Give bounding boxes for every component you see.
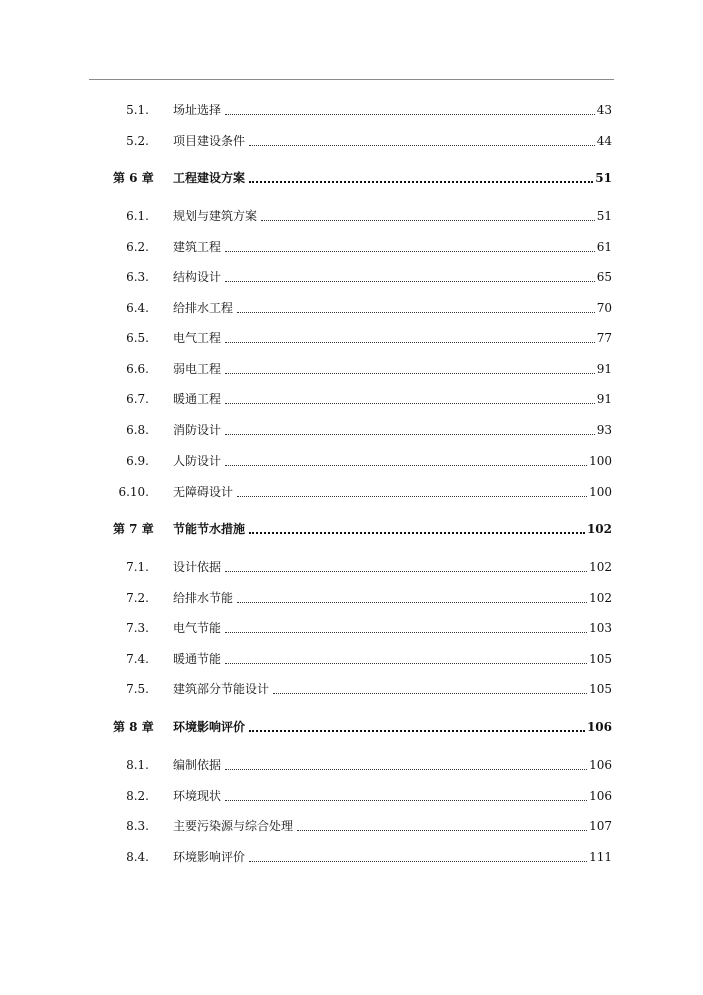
toc-entry[interactable] [0, 588, 703, 608]
toc-entry-number: 7.3. [126, 621, 149, 635]
toc-entry-number: 8.2. [126, 789, 149, 803]
toc-chapter-number: 第 6 章 [113, 171, 154, 185]
toc-dot-leader [225, 663, 587, 664]
toc-chapter-page: 102 [586, 522, 612, 536]
toc-entry-title: 电气节能 [173, 621, 222, 635]
toc-chapter-page: 106 [586, 720, 612, 734]
toc-dot-leader [225, 465, 587, 466]
toc-entry-number: 6.6. [126, 362, 149, 376]
toc-entry[interactable] [0, 755, 703, 775]
toc-entry[interactable] [0, 237, 703, 257]
toc-dot-leader [237, 602, 587, 603]
toc-entry-page: 106 [589, 789, 612, 803]
toc-chapter-entry[interactable] [0, 717, 703, 737]
toc-entry-page: 91 [596, 362, 612, 376]
toc-chapter-title: 环境影响评价 [173, 720, 246, 734]
toc-dot-leader [249, 532, 585, 534]
toc-entry-title: 暖通节能 [173, 652, 222, 666]
toc-entry-number: 6.2. [126, 240, 149, 254]
toc-entry-title: 建筑部分节能设计 [173, 682, 270, 696]
toc-dot-leader [225, 434, 595, 435]
toc-entry[interactable] [0, 847, 703, 867]
toc-entry-title: 规划与建筑方案 [173, 209, 258, 223]
toc-entry-title: 暖通工程 [173, 392, 222, 406]
toc-entry[interactable] [0, 557, 703, 577]
toc-entry-title: 场址选择 [173, 103, 222, 117]
toc-dot-leader [249, 181, 593, 183]
toc-dot-leader [237, 496, 587, 497]
toc-entry-number: 6.1. [126, 209, 149, 223]
toc-entry[interactable] [0, 482, 703, 502]
toc-entry[interactable] [0, 298, 703, 318]
toc-dot-leader [225, 800, 587, 801]
toc-entry-title: 消防设计 [173, 423, 222, 437]
toc-chapter-number: 第 8 章 [113, 720, 154, 734]
toc-dot-leader [273, 693, 587, 694]
toc-entry-page: 100 [589, 485, 612, 499]
toc-entry[interactable] [0, 131, 703, 151]
toc-chapter-number: 第 7 章 [113, 522, 154, 536]
toc-entry-page: 111 [589, 850, 612, 864]
toc-entry-title: 无障碍设计 [173, 485, 234, 499]
toc-entry-number: 6.10. [118, 485, 149, 499]
toc-entry-page: 106 [589, 758, 612, 772]
toc-entry[interactable] [0, 100, 703, 120]
toc-entry[interactable] [0, 451, 703, 471]
toc-entry[interactable] [0, 420, 703, 440]
toc-dot-leader [225, 114, 595, 115]
toc-dot-leader [225, 342, 595, 343]
toc-dot-leader [261, 220, 595, 221]
toc-entry-number: 5.1. [126, 103, 149, 117]
toc-entry-title: 弱电工程 [173, 362, 222, 376]
toc-dot-leader [297, 830, 587, 831]
toc-dot-leader [237, 312, 595, 313]
toc-entry[interactable] [0, 389, 703, 409]
toc-entry-page: 43 [596, 103, 612, 117]
toc-entry-number: 7.5. [126, 682, 149, 696]
toc-entry-page: 44 [596, 134, 612, 148]
toc-entry-page: 100 [589, 454, 612, 468]
toc-dot-leader [225, 281, 595, 282]
toc-entry[interactable] [0, 786, 703, 806]
toc-entry[interactable] [0, 359, 703, 379]
toc-dot-leader [225, 571, 587, 572]
toc-entry[interactable] [0, 679, 703, 699]
toc-dot-leader [249, 730, 585, 732]
toc-entry-number: 6.7. [126, 392, 149, 406]
toc-entry-title: 环境影响评价 [173, 850, 246, 864]
toc-entry-number: 7.1. [126, 560, 149, 574]
toc-chapter-entry[interactable] [0, 519, 703, 539]
toc-entry-title: 环境现状 [173, 789, 222, 803]
toc-entry-page: 105 [589, 682, 612, 696]
toc-entry-title: 给排水节能 [173, 591, 234, 605]
toc-dot-leader [225, 373, 595, 374]
toc-dot-leader [249, 861, 587, 862]
toc-dot-leader [225, 251, 595, 252]
toc-entry-title: 设计依据 [173, 560, 222, 574]
toc-entry-number: 6.5. [126, 331, 149, 345]
toc-entry-number: 6.3. [126, 270, 149, 284]
toc-entry-page: 107 [589, 819, 612, 833]
toc-entry-number: 7.2. [126, 591, 149, 605]
toc-entry-title: 结构设计 [173, 270, 222, 284]
toc-entry-page: 77 [596, 331, 612, 345]
toc-chapter-page: 51 [595, 171, 612, 185]
toc-entry-number: 5.2. [126, 134, 149, 148]
toc-entry-number: 6.4. [126, 301, 149, 315]
toc-entry-number: 8.1. [126, 758, 149, 772]
toc-dot-leader [225, 403, 595, 404]
toc-chapter-title: 工程建设方案 [173, 171, 246, 185]
toc-dot-leader [225, 632, 587, 633]
toc-entry-title: 给排水工程 [173, 301, 234, 315]
toc-entry-page: 91 [596, 392, 612, 406]
toc-entry-page: 51 [596, 209, 612, 223]
toc-entry-number: 8.3. [126, 819, 149, 833]
toc-entry-page: 102 [589, 560, 612, 574]
toc-entry-title: 编制依据 [173, 758, 222, 772]
toc-chapter-title: 节能节水措施 [173, 522, 246, 536]
toc-entry-page: 93 [596, 423, 612, 437]
toc-entry-number: 8.4. [126, 850, 149, 864]
toc-entry[interactable] [0, 649, 703, 669]
toc-entry[interactable] [0, 267, 703, 287]
toc-entry-page: 65 [596, 270, 612, 284]
toc-dot-leader [249, 145, 595, 146]
toc-chapter-entry[interactable] [0, 168, 703, 188]
toc-entry-number: 7.4. [126, 652, 149, 666]
toc-entry-title: 建筑工程 [173, 240, 222, 254]
toc-entry-page: 105 [589, 652, 612, 666]
toc-entry-page: 61 [596, 240, 612, 254]
toc-entry[interactable] [0, 328, 703, 348]
toc-entry-page: 70 [596, 301, 612, 315]
toc-dot-leader [225, 769, 587, 770]
toc-entry-title: 电气工程 [173, 331, 222, 345]
toc-entry-page: 103 [589, 621, 612, 635]
toc-entry[interactable] [0, 618, 703, 638]
toc-entry-title: 项目建设条件 [173, 134, 246, 148]
toc-entry-page: 102 [589, 591, 612, 605]
toc-entry-number: 6.9. [126, 454, 149, 468]
toc-entry-title: 主要污染源与综合处理 [173, 819, 294, 833]
toc-entry-number: 6.8. [126, 423, 149, 437]
toc-entry[interactable] [0, 206, 703, 226]
toc-entry-title: 人防设计 [173, 454, 222, 468]
toc-entry[interactable] [0, 816, 703, 836]
